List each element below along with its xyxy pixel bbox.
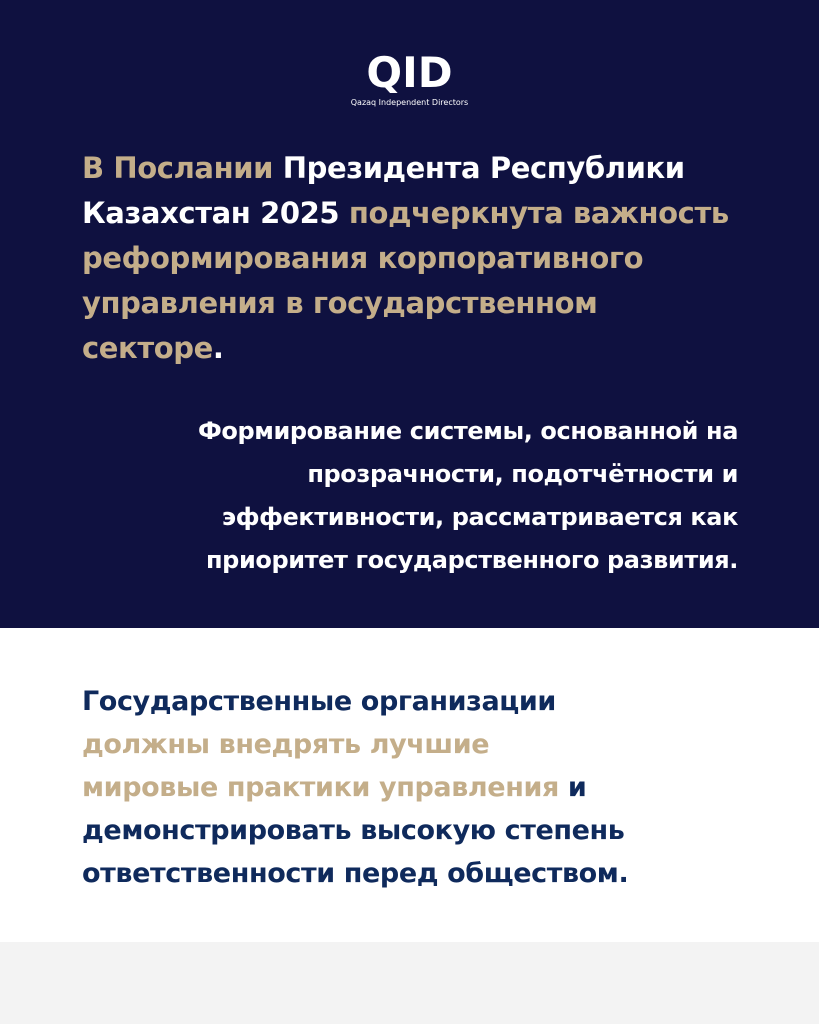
statement-line-1: Формирование системы, основанной на: [197, 417, 738, 445]
headline-highlight: подчеркнута важность: [339, 196, 729, 230]
body-text: [82, 680, 782, 895]
body-line-5: ответственности перед обществом.: [82, 858, 629, 889]
body-text-segment: и: [558, 772, 587, 803]
headline-line-1: [82, 146, 782, 191]
headline-text: Президента Республики: [273, 151, 685, 185]
body-line-2: должны внедрять лучшие: [82, 729, 490, 760]
headline-line-3: реформирования корпоративного: [82, 241, 644, 275]
headline-highlight: секторе: [82, 331, 213, 365]
priority-statement: [60, 410, 738, 582]
headline-line-5: [82, 326, 782, 371]
headline: [82, 146, 782, 371]
headline-line-4: управления в государственном: [82, 286, 598, 320]
body-line-3: [82, 766, 782, 809]
headline-text: Казахстан 2025: [82, 196, 340, 230]
body-line-1: Государственные организации: [82, 686, 556, 717]
statement-line-2: прозрачности, подотчётности и: [307, 460, 738, 488]
logo-mark: QID: [366, 48, 453, 97]
headline-line-2: [82, 191, 782, 236]
bottom-strip: [0, 942, 819, 1024]
statement-line-4: приоритет государственного развития.: [206, 546, 738, 574]
statement-line-3: эффективности, рассматривается как: [221, 503, 738, 531]
headline-text: .: [212, 331, 224, 365]
headline-highlight: В Послании: [82, 151, 274, 185]
body-line-4: демонстрировать высокую степень: [82, 815, 625, 846]
logo-subtitle: Qazaq Independent Directors: [350, 98, 469, 107]
body-highlight: мировые практики управления: [82, 772, 559, 803]
qid-logo: [0, 50, 819, 108]
